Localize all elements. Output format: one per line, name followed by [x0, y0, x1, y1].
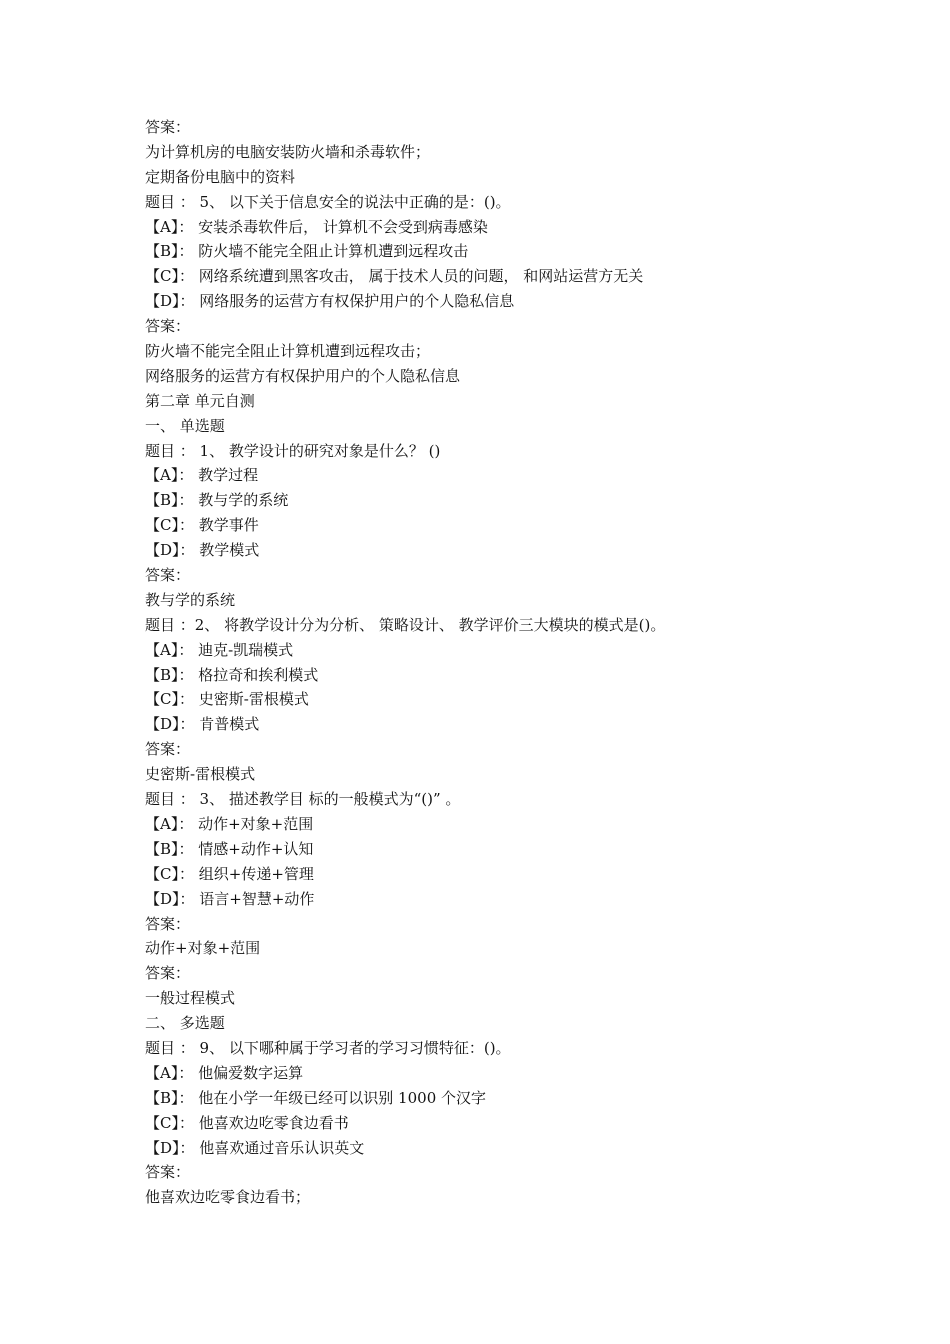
option-c: 【C】： 网络系统遭到黑客攻击， 属于技术人员的问题， 和网站运营方无关: [145, 267, 644, 286]
option-c: 【C】： 组织+传递+管理: [145, 864, 314, 883]
answer-text: 网络服务的运营方有权保护用户的个人隐私信息: [145, 366, 461, 385]
answer-text: 为计算机房的电脑安装防火墙和杀毒软件；: [145, 142, 431, 161]
option-b: 【B】： 他在小学一年级已经可以识别 1000 个汉字: [145, 1088, 487, 1107]
answer-label: 答案：: [145, 740, 191, 759]
option-d: 【D】： 肯普模式: [145, 715, 260, 734]
answer-label: 答案：: [145, 1163, 191, 1182]
option-d: 【D】： 网络服务的运营方有权保护用户的个人隐私信息: [145, 292, 515, 311]
option-b: 【B】： 教与学的系统: [145, 491, 289, 510]
section-heading: 二、 多选题: [145, 1014, 225, 1033]
answer-text: 他喜欢边吃零食边看书；: [145, 1188, 311, 1207]
question-text: 题目 ： 3、 描述教学目 标的一般模式为“()” 。: [145, 790, 461, 809]
option-a: 【A】： 他偏爱数字运算: [145, 1063, 304, 1082]
option-c: 【C】： 教学事件: [145, 516, 259, 535]
answer-label: 答案：: [145, 964, 191, 983]
document-body: [145, 115, 845, 1210]
answer-label: 答案：: [145, 317, 191, 336]
answer-text: 定期备份电脑中的资料: [145, 167, 296, 186]
option-b: 【B】： 防火墙不能完全阻止计算机遭到远程攻击: [145, 242, 469, 261]
option-a: 【A】： 教学过程: [145, 466, 259, 485]
answer-text: 动作+对象+范围: [145, 939, 261, 958]
answer-text: 教与学的系统: [145, 590, 236, 609]
question-text: 题目 ： 1、 教学设计的研究对象是什么？ (): [145, 441, 441, 460]
answer-label: 答案：: [145, 914, 191, 933]
option-c: 【C】： 他喜欢边吃零食边看书: [145, 1113, 349, 1132]
question-text: 题目 ： 5、 以下关于信息安全的说法中正确的是：()。: [145, 192, 511, 211]
option-b: 【B】： 情感+动作+认知: [145, 839, 314, 858]
section-heading: 一、 单选题: [145, 416, 225, 435]
question-text: 题目 ：2、 将教学设计分为分析、 策略设计、 教学评价三大模块的模式是()。: [145, 615, 666, 634]
answer-text: 一般过程模式: [145, 989, 236, 1008]
chapter-heading: 第二章 单元自测: [145, 391, 255, 410]
option-a: 【A】： 迪克-凯瑞模式: [145, 640, 294, 659]
answer-text: 史密斯-雷根模式: [145, 765, 256, 784]
question-text: 题目 ： 9、 以下哪种属于学习者的学习习惯特征：()。: [145, 1038, 511, 1057]
answer-text: 防火墙不能完全阻止计算机遭到远程攻击；: [145, 342, 431, 361]
option-c: 【C】： 史密斯-雷根模式: [145, 690, 309, 709]
answer-label: 答案：: [145, 566, 191, 585]
option-d: 【D】： 教学模式: [145, 541, 260, 560]
option-d: 【D】： 他喜欢通过音乐认识英文: [145, 1138, 365, 1157]
option-a: 【A】： 安装杀毒软件后， 计算机不会受到病毒感染: [145, 217, 488, 236]
option-a: 【A】： 动作+对象+范围: [145, 814, 314, 833]
option-d: 【D】： 语言+智慧+动作: [145, 889, 315, 908]
option-b: 【B】： 格拉奇和挨利模式: [145, 665, 319, 684]
answer-label: 答案：: [145, 118, 191, 136]
